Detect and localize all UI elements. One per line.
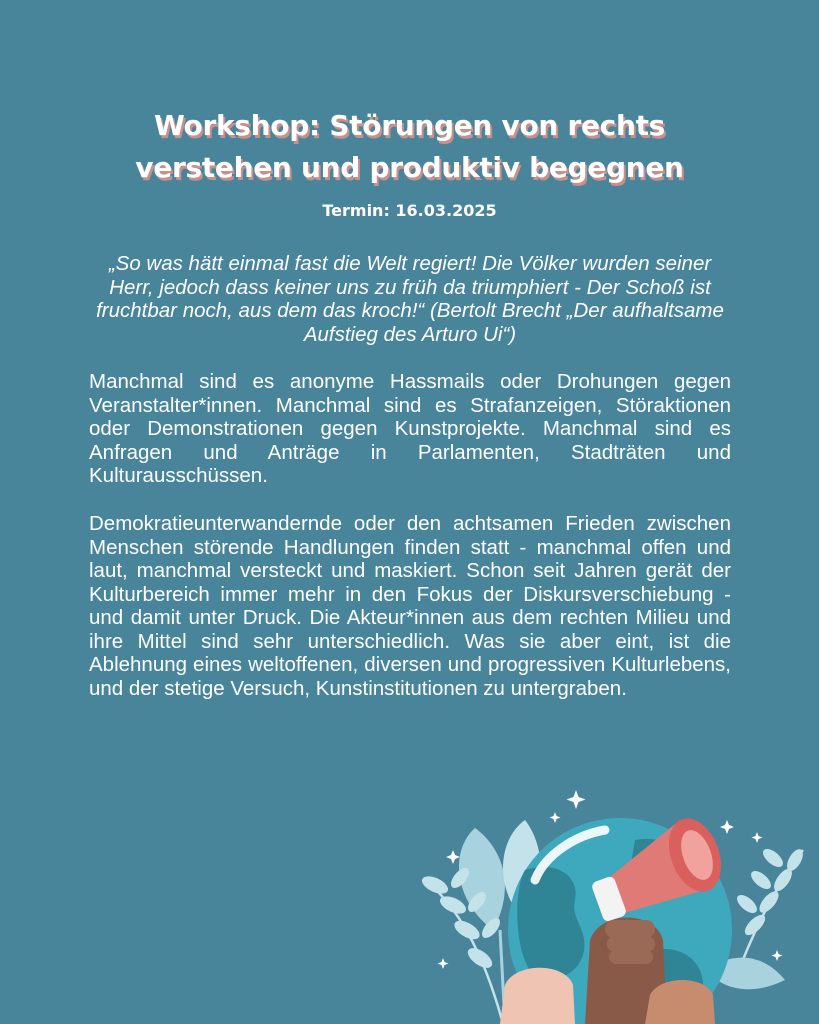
title-line-1: Workshop: Störungen von rechts — [153, 108, 666, 142]
protest-illustration — [405, 780, 819, 1024]
description-paragraph: Demokratieunterwandernde oder den achtsamen Frieden zwischen Menschen störende Handlungen finden statt - manchmal offen und laut, manchmal versteckt und maskiert. Schon seit Jahren gerät der Kulturbereich immer mehr in den Fokus der Diskursverschiebung - und damit unter Druck. Die Akteur*innen aus dem rechten Milieu und ihre Mittel sind sehr unterschiedlich. Was sie aber eint, ist die Ablehnung eines weltoffenen, diversen und progressiven Kulturlebens, und der stetige Versuch, Kunstinstitutionen zu untergraben. — [89, 512, 731, 700]
event-date: Termin: 16.03.2025 — [322, 201, 497, 220]
page-title — [0, 105, 819, 189]
intro-paragraph: Manchmal sind es anonyme Hassmails oder Drohungen gegen Veranstalter*innen. Manchmal sind es Strafanzeigen, Störaktionen oder Demonstrationen gegen Kunstprojekte. Manchmal sind es Anfragen und Anträge in Parlamenten, Stadträten und Kulturausschüssen. — [89, 370, 731, 487]
brecht-quote: „So was hätt einmal fast die Welt regiert! Die Völker wurden seiner Herr, jedoch dass keiner uns zu früh da triumphiert - Der Schoß ist fruchtbar noch, aus dem das kroch!“ (Bertolt Brecht „Der aufhaltsame Aufstieg des Arturo Ui“) — [96, 252, 724, 346]
title-line-2: verstehen und produktiv begegnen — [135, 150, 684, 184]
